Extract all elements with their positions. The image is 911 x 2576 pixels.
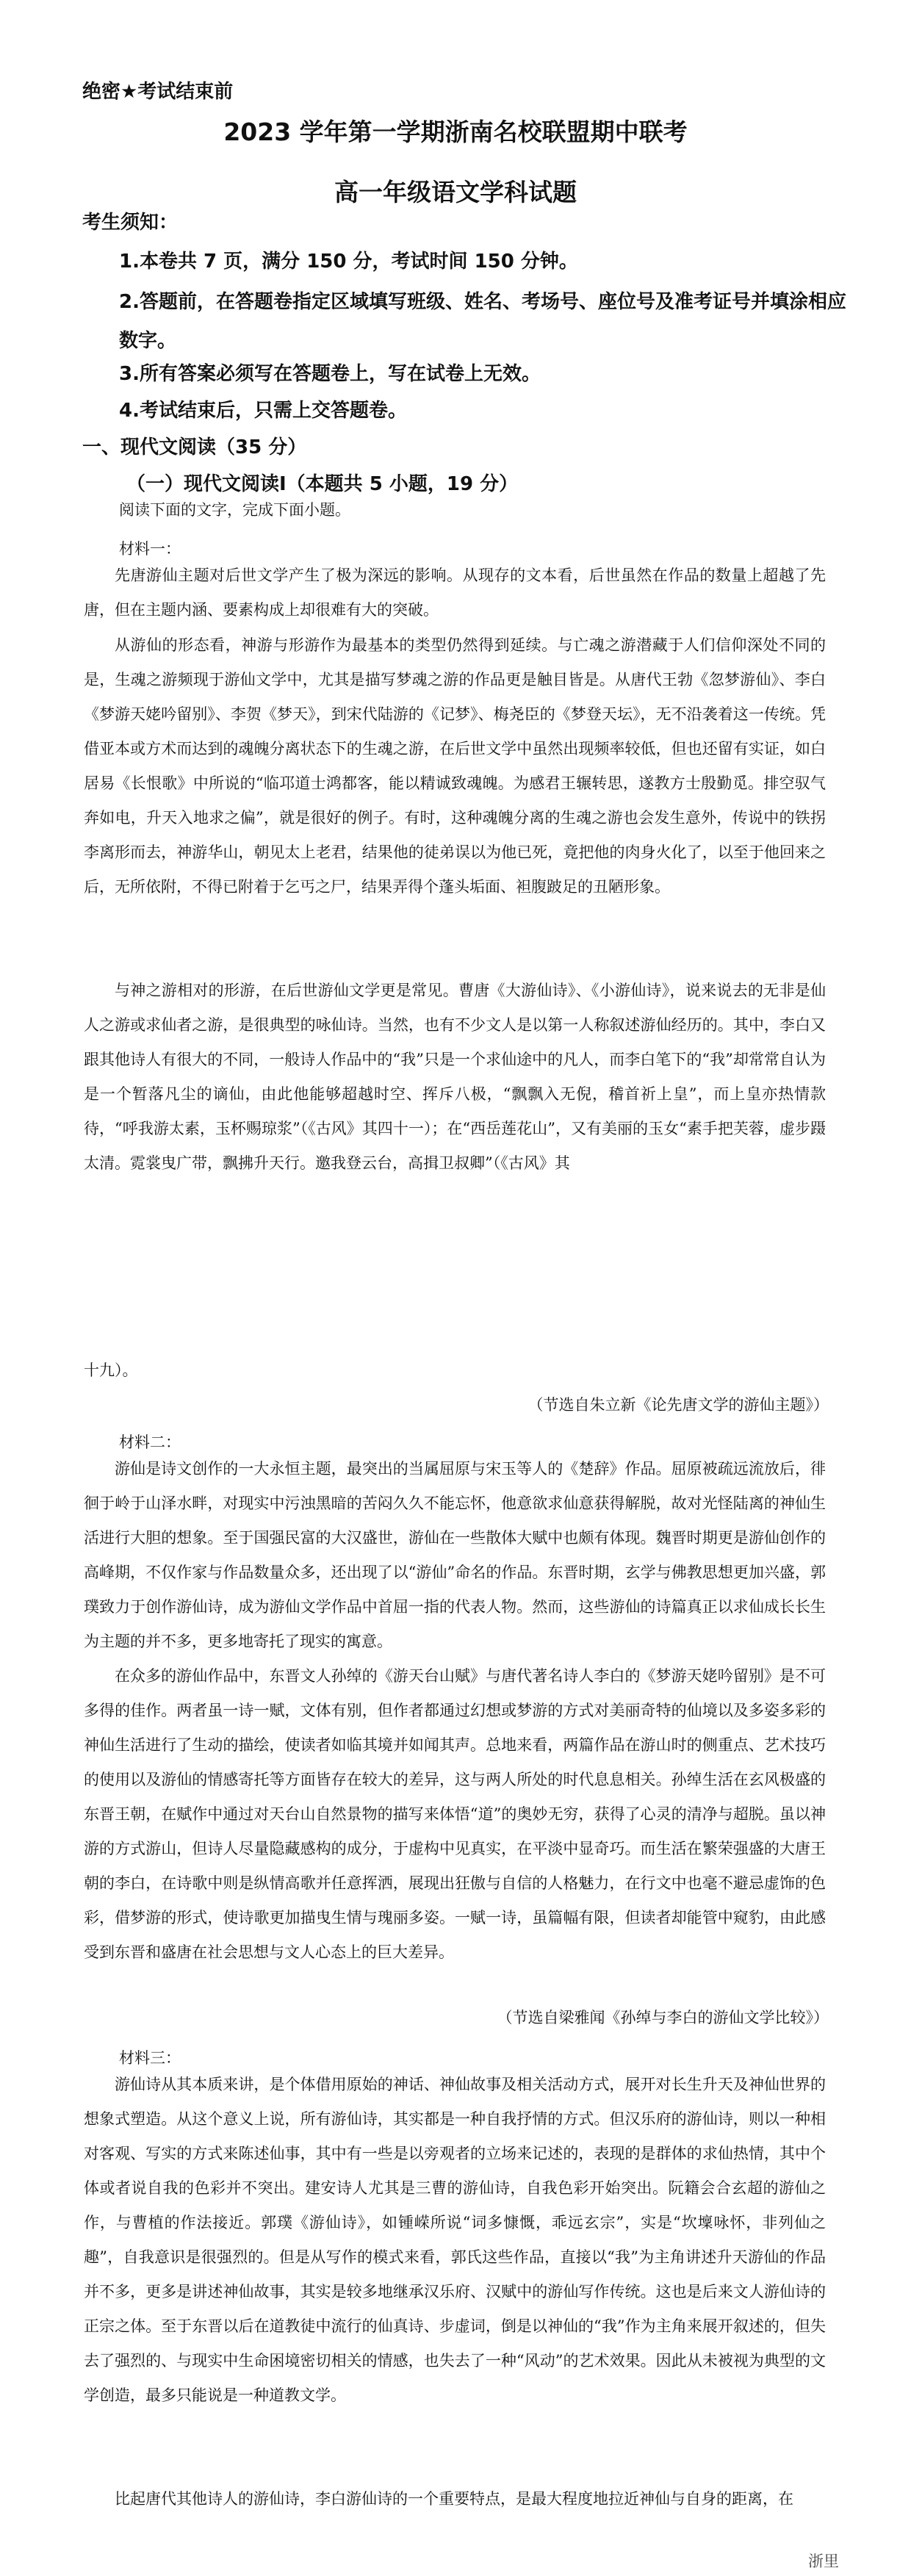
paragraph-ending: 十九）。 (84, 1361, 138, 1379)
paragraph: 游仙是诗文创作的一大永恒主题，最突出的当属屈原与宋玉等人的《楚辞》作品。屈原被疏远流放后，徘徊于岭于山泽水畔，对现实中污浊黑暗的苦闷久久不能忘怀，他意欲求仙意获得解脱，故对光怪陆离的神仙生活进行大胆的想象。至于国强民富的大汉盛世，游仙在一些散体大赋中也颇有体现。魏晋时期更是游仙创作的高峰期，不仅作家与作品数量众多，还出现了以“游仙”命名的作品。东晋时期，玄学与佛教思想更加兴盛，郭璞致力于创作游仙诗，成为游仙文学作品中首屈一指的代表人物。然而，这些游仙的诗篇真正以求仙成长长生为主题的并不多，更多地寄托了现实的寓意。 (84, 1460, 826, 1650)
notice-item: 4.考试结束后，只需上交答题卷。 (119, 400, 407, 422)
exam-title: 2023 学年第一学期浙南名校联盟期中联考 (223, 118, 688, 146)
paragraph: 在众多的游仙作品中，东晋文人孙绰的《游天台山赋》与唐代著名诗人李白的《梦游天姥吟留别》是不可多得的佳作。两者虽一诗一赋，文体有别，但作者都通过幻想或梦游的方式对美丽奇特的仙境以及多姿多彩的神仙生活进行了生动的描绘，使读者如临其境并如闻其声。总地来看，两篇作品在游山时的侧重点、艺术技巧的使用以及游仙的情感寄托等方面皆存在较大的差异，这与两人所处的时代息息相关。孙绰生活在玄风极盛的东晋王朝，在赋作中通过对天台山自然景物的描写来体悟“道”的奥妙无穷，获得了心灵的清净与超脱。虽以神游的方式游山，但诗人尽量隐藏感构的成分，于虚构中见真实，在平淡中显奇巧。而生活在繁荣强盛的大唐王朝的李白，在诗歌中则是纵情高歌并任意挥洒，展现出狂傲与自信的人格魅力，在行文中也毫不避忌虚饰的色彩，借梦游的形式，使诗歌更加描曳生情与瑰丽多姿。一赋一诗，虽篇幅有限，但读者却能管中窥豹，由此感受到东晋和盛唐在社会思想与文人心态上的巨大差异。 (84, 1667, 826, 1961)
paragraph: 与神之游相对的形游，在后世游仙文学更是常见。曹唐《大游仙诗》、《小游仙诗》，说来说去的无非是仙人之游或求仙者之游，是很典型的咏仙诗。当然，也有不少文人是以第一人称叙述游仙经历的。其中，李白又跟其他诗人有很大的不同，一般诗人作品中的“我”只是一个求仙途中的凡人，而李白笔下的“我”却常常自认为是一个暂落凡尘的谪仙，由此他能够超越时空、挥斥八极，“飘飘入无倪，稽首祈上皇”，而上皇亦热情款待，“呼我游太素，玉杯赐琼浆”（《古风》其四十一）；在“西岳莲花山”，又有美丽的玉女“素手把芙蓉，虚步蹑太清。霓裳曳广带，飘拂升天行。邀我登云台，高揖卫叔卿”（《古风》其 (84, 982, 826, 1172)
section-heading: 一、现代文阅读（35 分） (82, 436, 307, 458)
paragraph: 从游仙的形态看，神游与形游作为最基本的类型仍然得到延续。与亡魂之游潜藏于人们信仰深处不同的是，生魂之游频现于游仙文学中，尤其是描写梦魂之游的作品更是触目皆是。从唐代王勃《忽梦游仙》、李白《梦游天姥吟留别》、李贺《梦天》，到宋代陆游的《记梦》、梅尧臣的《梦登天坛》，无不沿袭着这一传统。凭借亚本或方术而达到的魂魄分离状态下的生魂之游，在后世文学中虽然出现频率较低，但也还留有实证，如白居易《长恨歌》中所说的“临邛道士鸿都客，能以精诚致魂魄。为感君王辗转思，遂教方士殷勤觅。排空驭气奔如电，升天入地求之偏”，就是很好的例子。有时，这种魂魄分离的生魂之游也会发生意外，传说中的铁拐李离形而去，神游华山，朝见太上老君，结果他的徒弟误以为他已死，竟把他的肉身火化了，以至于他回来之后，无所依附，不得已附着于乞丐之尸，结果弄得个蓬头垢面、袒腹跛足的丑陋形象。 (84, 636, 826, 896)
paragraph: 比起唐代其他诗人的游仙诗，李白游仙诗的一个重要特点，是最大程度地拉近神仙与自身的距离，在 (115, 2490, 793, 2508)
notice-item: 2.答题前，在答题卷指定区域填写班级、姓名、考场号、座位号及准考证号并填涂相应数字。 (119, 291, 846, 352)
notice-item: 1.本卷共 7 页，满分 150 分，考试时间 150 分钟。 (119, 251, 578, 273)
notice-heading: 考生须知： (82, 212, 179, 234)
secret-label: 绝密★考试结束前 (82, 81, 234, 103)
source-citation: （节选自朱立新《论先唐文学的游仙主题》） (527, 1396, 829, 1414)
paragraph: 先唐游仙主题对后世文学产生了极为深远的影响。从现存的文本看，后世虽然在作品的数量上超越了先唐，但在主题内涵、要素构成上却很难有大的突破。 (84, 566, 826, 619)
notice-item: 3.所有答案必须写在答题卷上，写在试卷上无效。 (119, 363, 541, 385)
source-citation: （节选自梁雅闻《孙绰与李白的游仙文学比较》） (497, 2009, 829, 2026)
paragraph: 游仙诗从其本质来讲，是个体借用原始的神话、神仙故事及相关活动方式，展开对长生升天及神仙世界的想象式塑造。从这个意义上说，所有游仙诗，其实都是一种自我抒情的方式。但汉乐府的游仙诗，则以一种相对客观、写实的方式来陈述仙事，其中有一些是以旁观者的立场来记述的，表现的是群体的求仙热情，其中个体或者说自我的色彩并不突出。建安诗人尤其是三曹的游仙诗，自我色彩开始突出。阮籍会合玄超的游仙之作，与曹植的作法接近。郭璞《游仙诗》，如锺嵘所说“词多慷慨，乖远玄宗”，实是“坎壈咏怀，非列仙之趣”，自我意识是很强烈的。但是从写作的模式来看，郭氏这些作品，直接以“我”为主角讲述升天游仙的作品并不多，更多是讲述神仙故事，其实是较多地继承汉乐府、汉赋中的游仙写作传统。这也是后来文人游仙诗的正宗之体。至于东晋以后在道教徒中流行的仙真诗、步虚词，倒是以神仙的“我”作为主角来展开叙述的，但失去了强烈的、与现实中生命困境密切相关的情感，也失去了一种“风动”的艺术效果。因此从未被视为典型的文学创造，最多只能说是一种道教文学。 (84, 2076, 826, 2404)
material-label: 材料三： (119, 2049, 181, 2067)
subsection-heading: （一）现代文阅读Ⅰ（本题共 5 小题，19 分） (126, 473, 519, 495)
material-label: 材料一： (119, 540, 181, 558)
footer-watermark: 浙里 (808, 2552, 839, 2570)
material-label: 材料二： (119, 1433, 181, 1451)
reading-instruction: 阅读下面的文字，完成下面小题。 (119, 501, 350, 519)
exam-subtitle: 高一年级语文学科试题 (334, 178, 577, 206)
